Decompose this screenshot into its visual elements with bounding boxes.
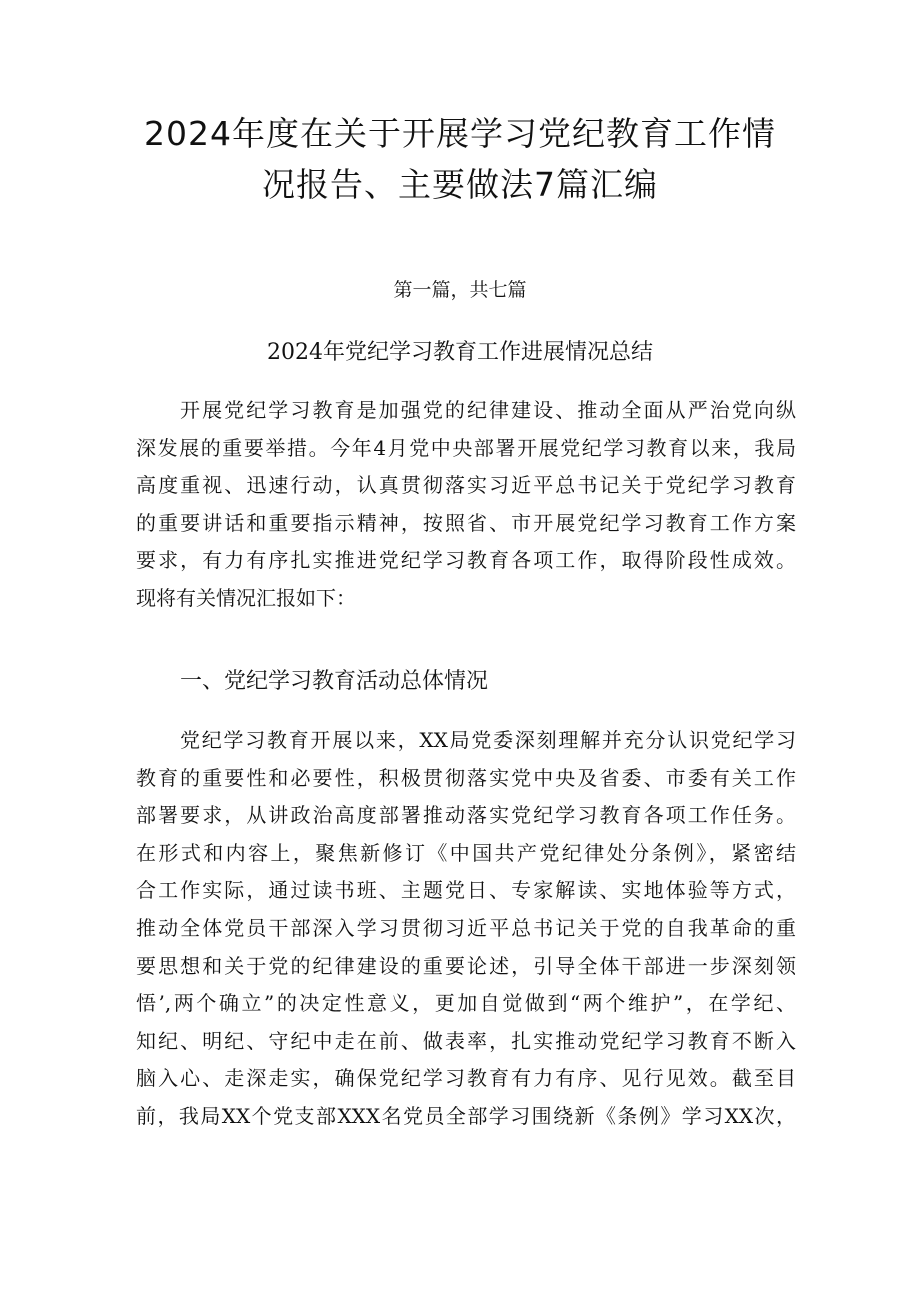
paragraph-line: 要求，有力有序扎实推进党纪学习教育各项工作，取得阶段性成效。 xyxy=(136,548,796,573)
paragraph-line: 现将有关情况汇报如下： xyxy=(136,585,356,610)
paragraph-line: 知纪、明纪、守纪中走在前、做表率，扎实推动党纪学习教育不断入 xyxy=(136,1028,796,1053)
paragraph-line: 深发展的重要举措。今年4月党中央部署开展党纪学习教育以来，我局 xyxy=(136,435,796,460)
paragraph-line: 前，我局XX个党支部XXX名党员全部学习围绕新《条例》学习XX次， xyxy=(136,1103,796,1128)
paragraph-line: 部署要求，从讲政治高度部署推动落实党纪学习教育各项工作任务。 xyxy=(136,803,796,828)
document-title-line-2: 况报告、主要做法7篇汇编 xyxy=(262,165,658,204)
paragraph-line: 要思想和关于党的纪律建设的重要论述，引导全体干部进一步深刻领 xyxy=(136,953,796,978)
paragraph-line: 党纪学习教育开展以来，XX局党委深刻理解并充分认识党纪学习 xyxy=(180,728,796,752)
document-title-line-1: 2024年度在关于开展学习党纪教育工作情 xyxy=(144,114,776,153)
paragraph-line: 脑入心、走深走实，确保党纪学习教育有力有序、见行见效。截至目 xyxy=(136,1066,796,1091)
paragraph-line: 合工作实际，通过读书班、主题党日、专家解读、实地体验等方式， xyxy=(136,878,796,903)
part-label: 第一篇，共七篇 xyxy=(393,279,527,301)
body-paragraph xyxy=(136,722,796,1136)
paragraph-line: 开展党纪学习教育是加强党的纪律建设、推动全面从严治党向纵 xyxy=(180,398,796,422)
paragraph-line: 悟’,两个确立”的决定性意义，更加自觉做到“两个维护”，在学纪、 xyxy=(136,991,796,1016)
section-title: 2024年党纪学习教育工作进展情况总结 xyxy=(267,340,653,365)
document-title xyxy=(100,108,820,210)
paragraph-line: 在形式和内容上，聚焦新修订《中国共产党纪律处分条例》，紧密结 xyxy=(136,840,796,865)
paragraph-line: 教育的重要性和必要性，积极贯彻落实党中央及省委、市委有关工作 xyxy=(136,765,796,790)
paragraph-line: 推动全体党员干部深入学习贯彻习近平总书记关于党的自我革命的重 xyxy=(136,915,796,940)
paragraph-line: 高度重视、迅速行动，认真贯彻落实习近平总书记关于党纪学习教育 xyxy=(136,473,796,498)
intro-paragraph xyxy=(136,392,796,618)
paragraph-line: 的重要讲话和重要指示精神，按照省、市开展党纪学习教育工作方案 xyxy=(136,510,796,535)
section-heading-1: 一、党纪学习教育活动总体情况 xyxy=(180,669,489,694)
